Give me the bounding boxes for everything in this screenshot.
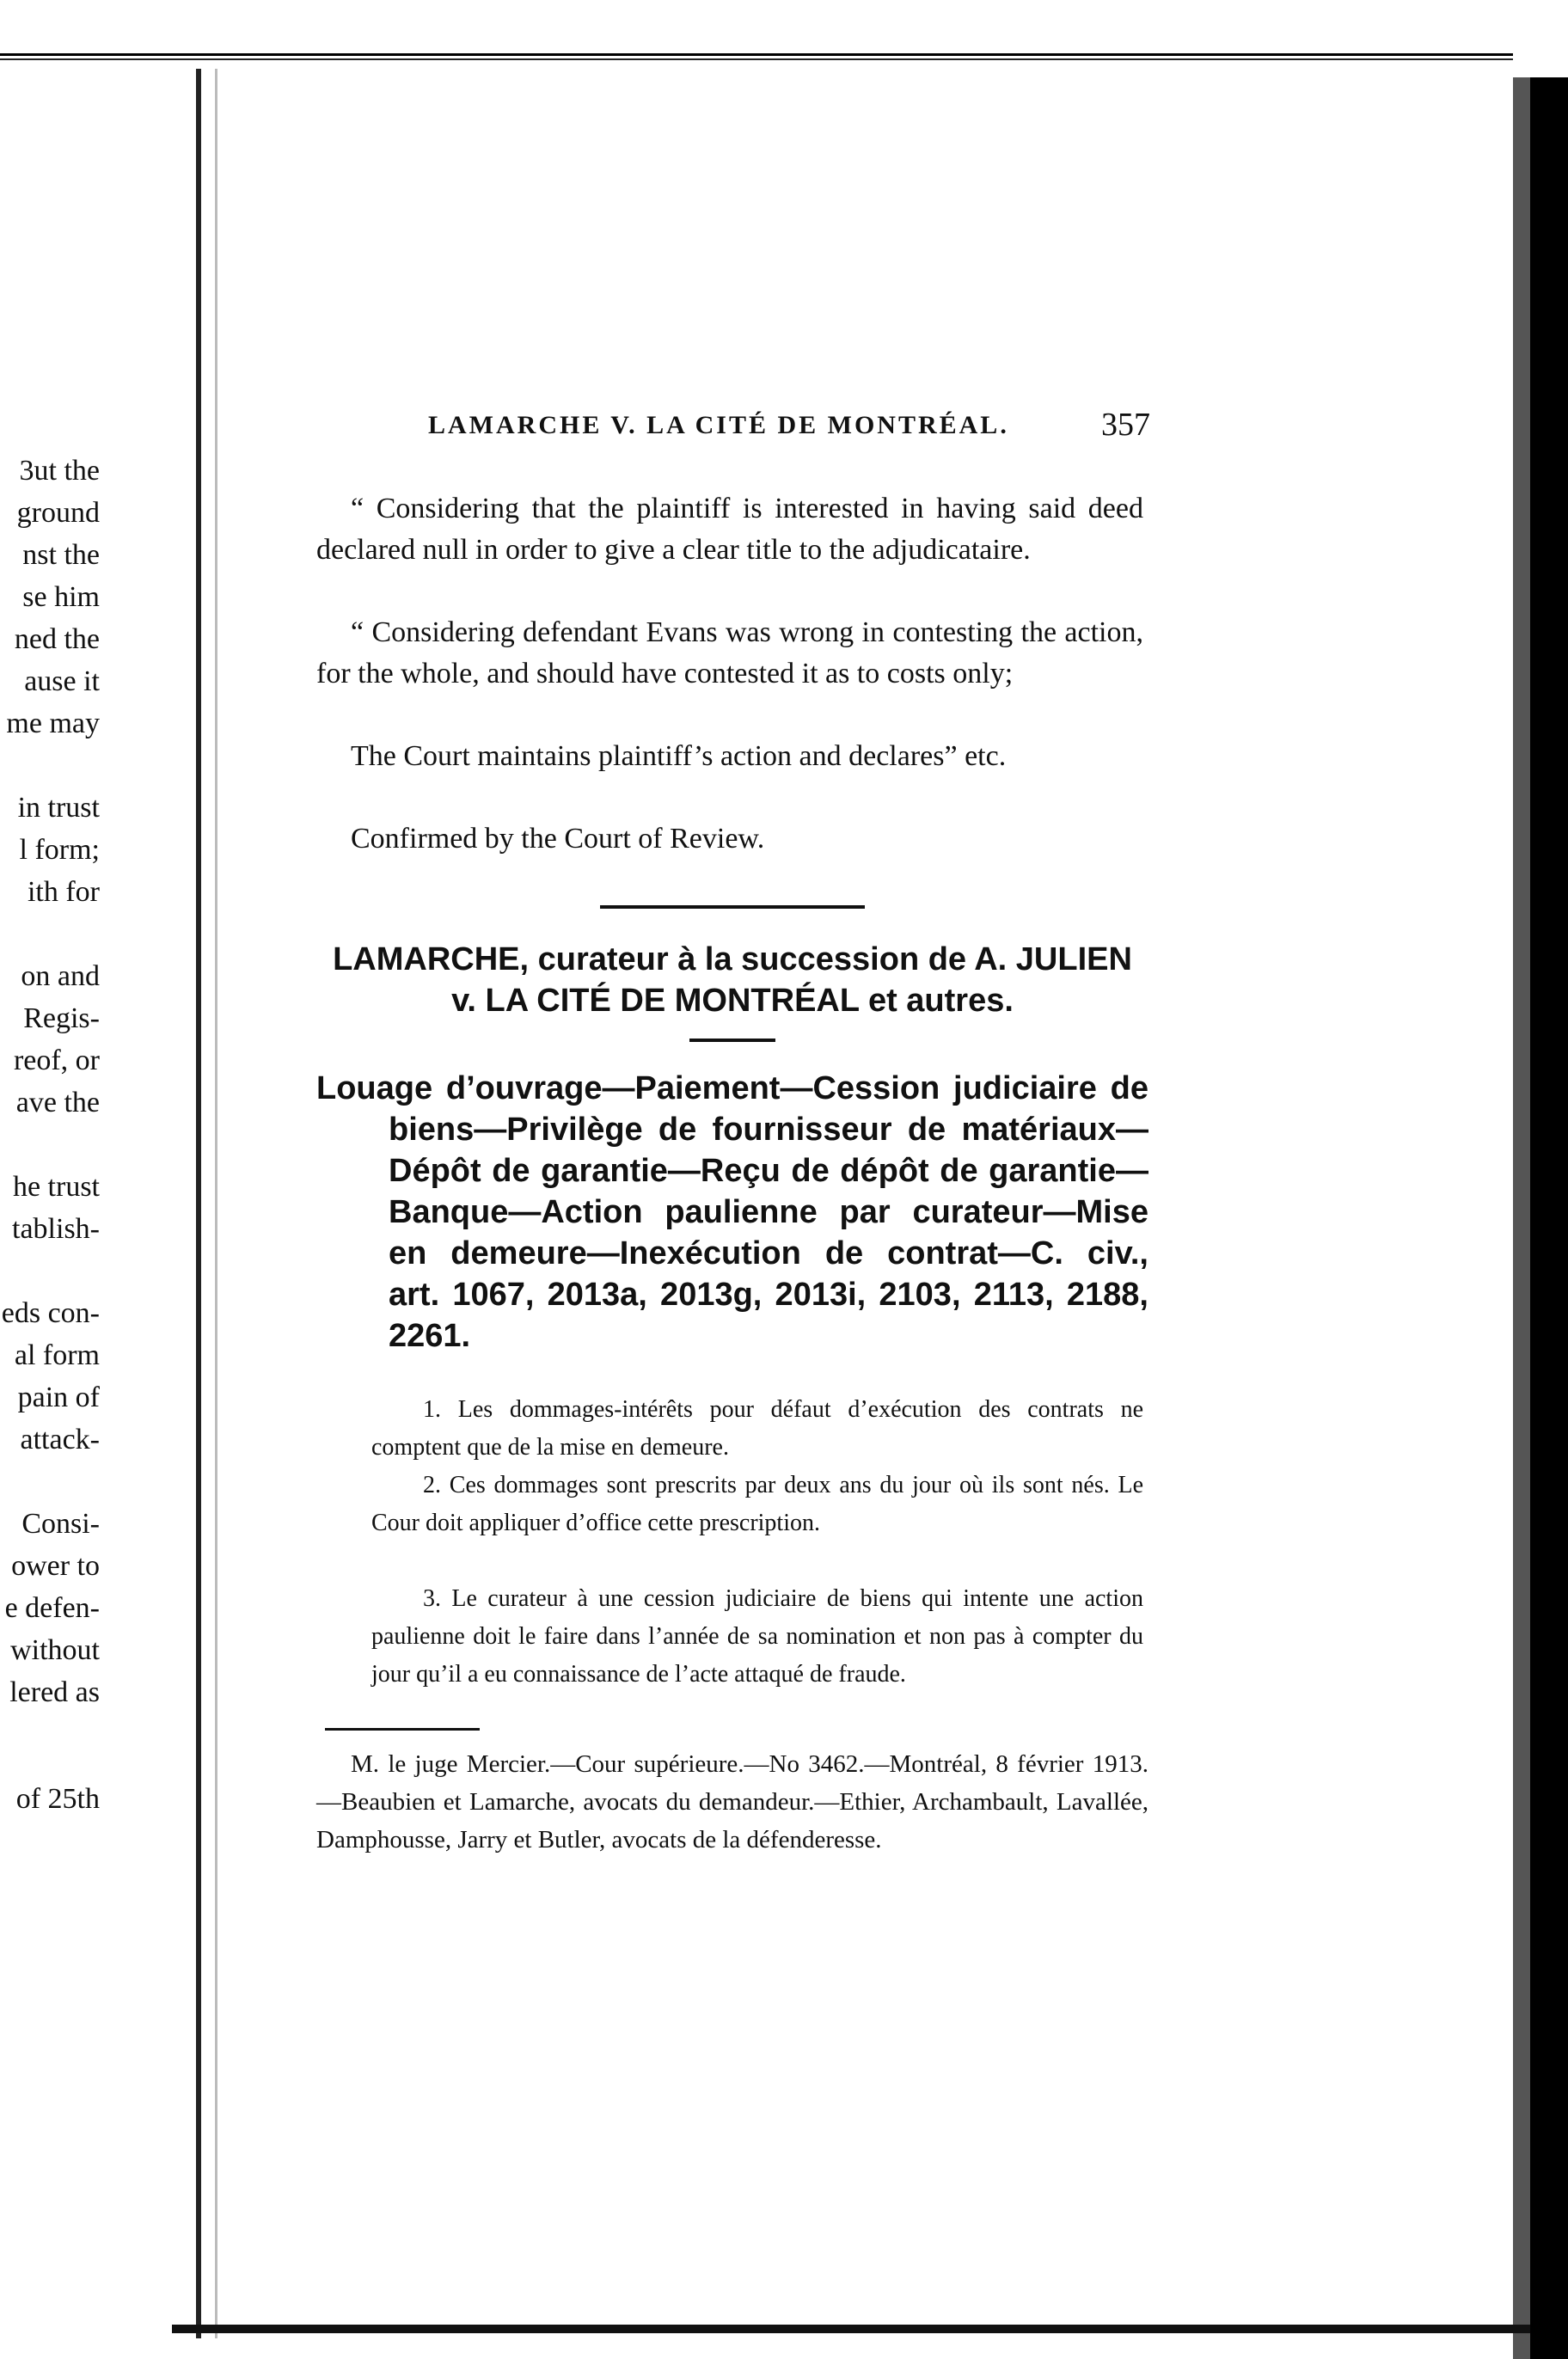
prev-page-line: he trust — [12, 1171, 100, 1203]
prev-page-line: ground — [16, 497, 100, 529]
holding-item — [371, 1391, 1143, 1467]
prev-page-line: in trust — [17, 792, 100, 824]
prev-page-line: attack- — [20, 1424, 100, 1455]
prev-page-line: ned the — [14, 623, 100, 655]
holding-text: Le curateur à une cession judiciaire de biens qui intente une action paulienne doit le faire dans l’année de sa nomination et non pas à compter du jour qu’il a eu connaissance de l’acte attaqué de fraude. — [371, 1585, 1143, 1688]
prev-page-line: of 25th — [15, 1783, 100, 1815]
holding-text: Ces dommages sont prescrits par deux ans du jour où ils sont nés. Le Cour doit appliquer d’office cette prescription. — [371, 1472, 1144, 1536]
scan-top-edge — [0, 53, 1513, 62]
prev-page-line: on and — [21, 960, 100, 992]
prev-page-line: pain of — [17, 1382, 100, 1413]
prev-page-line: nst the — [22, 539, 100, 571]
scan-bottom-edge — [172, 2325, 1530, 2333]
body-paragraph: “ Considering that the plaintiff is interested in having said deed declared null in order to give a clear title to the adjudicataire. — [316, 493, 1143, 566]
scan-right-border — [1530, 77, 1568, 2359]
prev-page-line: ave the — [15, 1087, 100, 1118]
case-title-line: LAMARCHE, curateur à la succession de A. JULIEN — [333, 941, 1132, 977]
holding-item — [371, 1467, 1143, 1542]
footnote: M. le juge Mercier.—Cour supérieure.—No 3462.—Montréal, 8 février 1913.—Beaubien et Lamarche, avocats du demandeur.—Ethier, Archambault, Lavallée, Damphousse, Jarry et Butler, avocats de la défenderesse. — [316, 1750, 1148, 1854]
prev-page-line: ause it — [24, 665, 100, 697]
body-paragraph: The Court maintains plaintiff’s action and declares” etc. — [351, 740, 1007, 772]
prev-page-line: reof, or — [13, 1045, 100, 1076]
footnote-rule — [325, 1728, 480, 1731]
prev-page-line: al form — [14, 1339, 100, 1371]
prev-page-line: l form; — [19, 834, 100, 866]
holding-item — [371, 1580, 1143, 1694]
prev-page-line: tablish- — [12, 1213, 100, 1245]
prev-page-line: Regis- — [23, 1002, 100, 1034]
title-separator — [689, 1039, 775, 1042]
case-keywords: Louage d’ouvrage—Paiement—Cession judiciaire de biens—Privilège de fournisseur de matériaux—Dépôt de garantie—Reçu de dépôt de garantie—Banque—Action paulienne par curateur—Mise en demeure—Inexécution de contrat—C. civ., art. 1067, 2013a, 2013g, 2013i, 2103, 2113, 2188, 2261. — [316, 1070, 1148, 1354]
prev-page-line: ower to — [11, 1550, 100, 1582]
page-number: 357 — [1101, 407, 1150, 443]
section-separator — [600, 905, 865, 909]
book-spine-shadow — [215, 69, 217, 2338]
running-title: LAMARCHE V. LA CITÉ DE MONTRÉAL. — [428, 411, 1009, 439]
prev-page-line: se him — [22, 581, 100, 613]
running-head — [428, 397, 1150, 449]
book-spine-line — [196, 69, 201, 2338]
case-title-line: v. LA CITÉ DE MONTRÉAL et autres. — [451, 983, 1014, 1019]
holding-number: 2. — [423, 1472, 441, 1498]
prev-page-line: me may — [6, 708, 100, 739]
prev-page-line: ith for — [27, 876, 100, 908]
body-paragraph: Confirmed by the Court of Review. — [351, 823, 765, 855]
body-paragraph: “ Considering defendant Evans was wrong in contesting the action, for the whole, and should have contested it as to costs only; — [316, 616, 1143, 689]
scan-right-shadow — [1513, 77, 1530, 2359]
prev-page-line: Consi- — [21, 1508, 100, 1540]
holding-number: 3. — [423, 1585, 441, 1612]
prev-page-line: lered as — [9, 1676, 100, 1708]
prev-page-line: without — [10, 1634, 100, 1666]
previous-page-fragment — [0, 0, 196, 2359]
prev-page-line: e defen- — [4, 1592, 100, 1624]
prev-page-line: 3ut the — [19, 455, 100, 487]
holding-number: 1. — [423, 1396, 441, 1423]
holding-text: Les dommages-intérêts pour défaut d’exécution des contrats ne comptent que de la mise en demeure. — [371, 1396, 1144, 1461]
prev-page-line: eds con- — [1, 1297, 100, 1329]
